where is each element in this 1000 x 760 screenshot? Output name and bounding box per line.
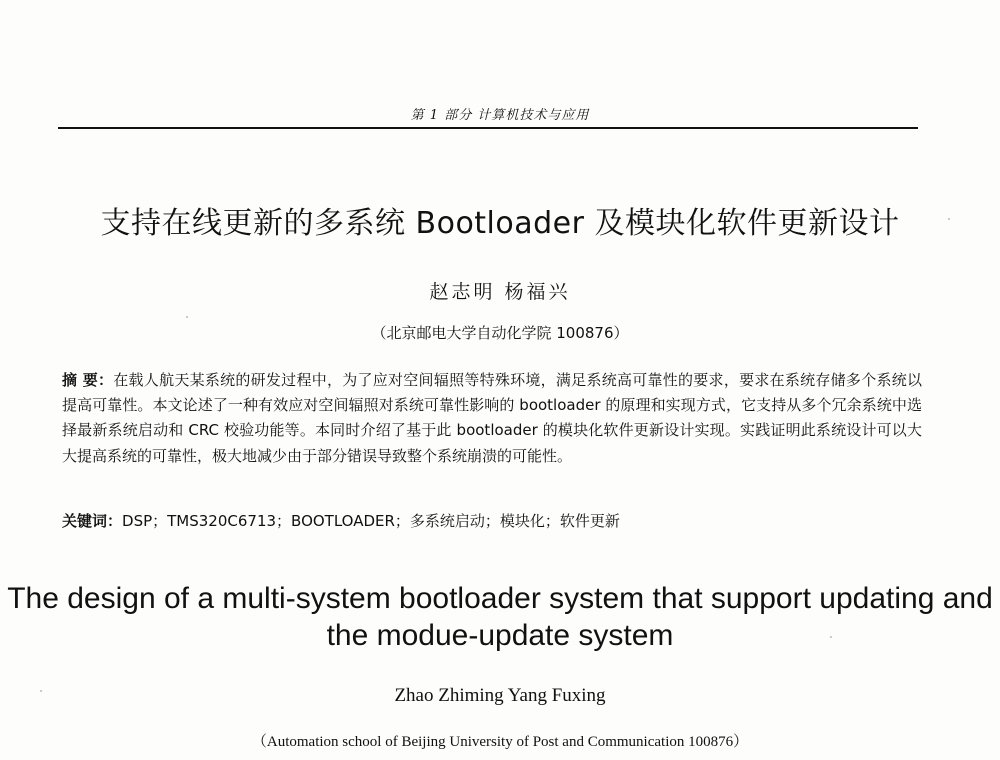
- title-chinese: 支持在线更新的多系统 Bootloader 及模块化软件更新设计: [100, 206, 900, 241]
- scan-speck: [948, 218, 950, 220]
- authors-chinese: 赵志明 杨福兴: [429, 281, 571, 303]
- scan-speck: [186, 316, 188, 318]
- affiliation-chinese: （北京邮电大学自动化学院 100876）: [371, 324, 629, 342]
- scan-speck: [830, 636, 832, 638]
- keywords-text: DSP；TMS320C6713；BOOTLOADER；多系统启动；模块化；软件更新: [122, 512, 620, 530]
- scan-speck: [40, 690, 42, 692]
- header-rule: [58, 127, 918, 129]
- authors-english: Zhao Zhiming Yang Fuxing: [394, 685, 606, 706]
- abstract-label: 摘 要：: [62, 371, 114, 389]
- abstract-text: 在载人航天某系统的研发过程中，为了应对空间辐照等特殊环境，满足系统高可靠性的要求，要求在系统存储多个系统以提高可靠性。本文论述了一种有效应对空间辐照对系统可靠性影响的 bootloader 的原理和实现方式，它支持从多个冗余系统中选择最新系统启动和 CRC 校验功能等。本同时介绍了基于此 bootloader 的模块化软件更新设计实现。实践证明此系统设计可以大大提高系统的可靠性，极大地减少由于部分错误导致整个系统崩溃的可能性。: [62, 371, 922, 465]
- keywords-chinese: [62, 509, 922, 533]
- running-header: 第 1 部分 计算机技术与应用: [410, 108, 590, 123]
- title-english: The design of a multi-system bootloader system that support updating and the modue-update system: [7, 582, 993, 652]
- affiliation-english: （Automation school of Beijing University of Post and Communication 100876）: [251, 734, 749, 750]
- abstract-chinese: [62, 368, 922, 469]
- keywords-label: 关键词：: [62, 512, 123, 530]
